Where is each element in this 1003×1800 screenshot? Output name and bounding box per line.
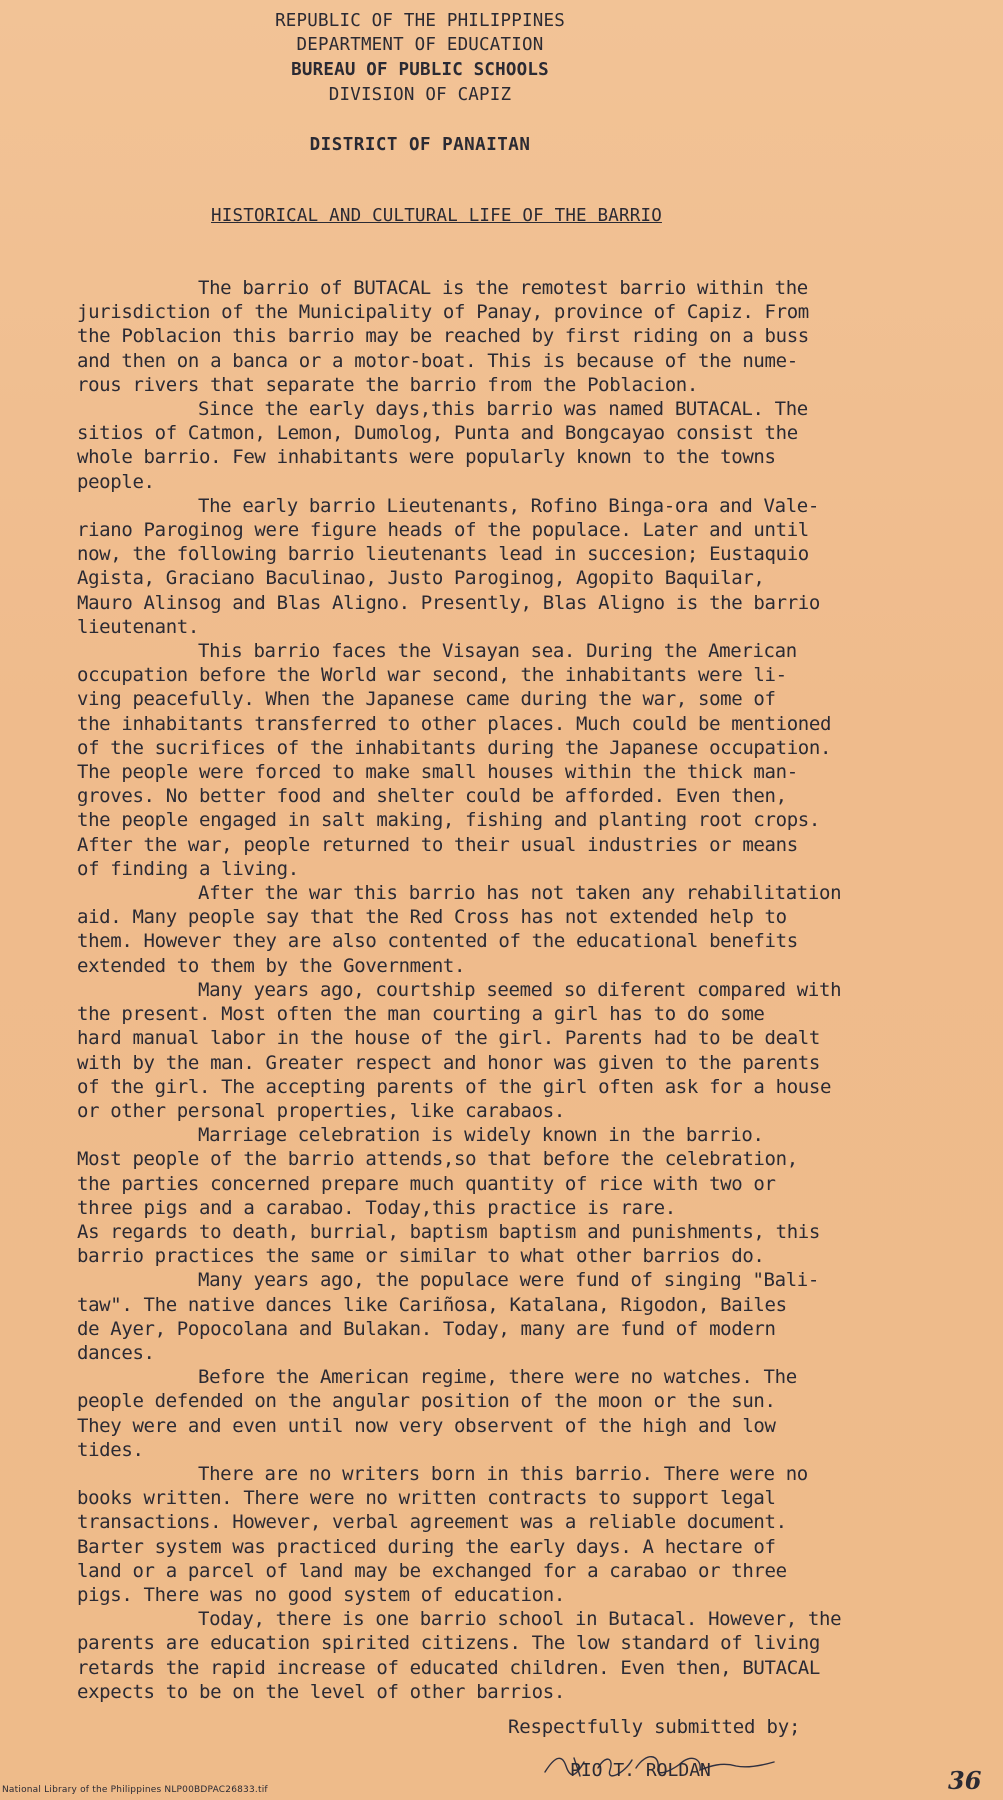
header-bureau: BUREAU OF PUBLIC SCHOOLS (291, 60, 549, 80)
signer-name: PIO T. ROLDAN (570, 1760, 711, 1781)
paragraph-death: As regards to death, burrial, baptism baptism and punishments, this barrio practices the same or similar to what other barrios do. (77, 1220, 820, 1268)
archive-footer: National Library of the Philippines NLP00BDPAC26833.tif (2, 1785, 268, 1795)
paragraph-courtship: Many years ago, courtship seemed so diferent compared with the present. Most often the man courting a girl has to do some hard manual labor in the house of the girl. Parents had to be dealt with by the man. Greater respect and honor was given to the parents of the girl. The accepting parents of the girl often ask for a house or other personal properties, like carabaos. (77, 978, 842, 1122)
document-body (77, 276, 917, 1704)
paragraph-lieutenants: The early barrio Lieutenants, Rofino Binga-ora and Vale- riano Paroginog were figure heads of the populace. Later and until now, the following barrio lieutenants lead in succesion; Eustaquio Agista, Graciano Baculinao, Justo Paroginog, Agopito Baquilar, Mauro Alinsog and Blas Aligno. Presently, Blas Aligno is the barrio lieutenant. (77, 494, 820, 638)
document-title: HISTORICAL AND CULTURAL LIFE OF THE BARRIO (211, 206, 662, 226)
district-heading: DISTRICT OF PANAITAN (309, 135, 531, 155)
paragraph-rehabilitation: After the war this barrio has not taken any rehabilitation aid. Many people say that the Red Cross has not extended help to them. However they are also contented of the educational benefits extended to them by the Government. (77, 882, 842, 977)
paragraph-history: This barrio faces the Visayan sea. During the American occupation before the World war second, the inhabitants were li- ving peacefully. When the Japanese came during the war, some of the inhabitants transferred to other places. Much could be mentioned of the sucrifices of the inhabitants during the Japanese occupation. The people were forced to make small houses within the thick man- groves. No better food and shelter could be afforded. Even then, the people engaged in salt making, fishing and planting root crops. After the war, people returned to their usual industries or means of finding a living. (77, 640, 832, 880)
header-department: DEPARTMENT OF EDUCATION (296, 35, 544, 55)
paragraph-school: Today, there is one barrio school in Butacal. However, the parents are education spirited citizens. The low standard of living retards the rapid increase of educated children. Even then, BUTACAL expects to be on the level of other barrios. (77, 1608, 842, 1703)
page-number: 36 (948, 1766, 982, 1795)
paragraph-location: The barrio of BUTACAL is the remotest barrio within the jurisdiction of the Municipality of Panay, province of Capiz. From the Poblacion this barrio may be reached by first riding on a buss and then on a banca or a motor-boat. This is because of the nume- rous rivers that separate the barrio from the Poblacion. (77, 277, 809, 396)
header-republic: REPUBLIC OF THE PHILIPPINES (275, 11, 565, 31)
paragraph-name: Since the early days,this barrio was named BUTACAL. The sitios of Catmon, Lemon, Dumolog, Punta and Bongcayao consist the whole barrio. Few inhabitants were popularly known to the towns people. (77, 398, 808, 493)
closing-line: Respectfully submitted by; (508, 1716, 801, 1738)
paragraph-marriage: Marriage celebration is widely known in the barrio. Most people of the barrio attends,so that before the celebration, the parties concerned prepare much quantity of rice with two or three pigs and a carabao. Today,this practice is rare. (77, 1124, 798, 1219)
paragraph-music: Many years ago, the populace were fund of singing "Bali- taw". The native dances like Cariñosa, Katalana, Rigodon, Bailes de Ayer, Popocolana and Bulakan. Today, many are fund of modern dances. (77, 1269, 819, 1364)
header-division: DIVISION OF CAPIZ (328, 85, 512, 105)
paragraph-time: Before the American regime, there were no watches. The people defended on the angular position of the moon or the sun. They were and even until now very observent of the high and low tides. (77, 1366, 797, 1461)
paragraph-writers: There are no writers born in this barrio. There were no books written. There were no written contracts to support legal transactions. However, verbal agreement was a reliable document. Barter system was practiced during the early days. A hectare of land or a parcel of land may be exchanged for a carabao or three pigs. There was no good system of education. (77, 1462, 808, 1606)
